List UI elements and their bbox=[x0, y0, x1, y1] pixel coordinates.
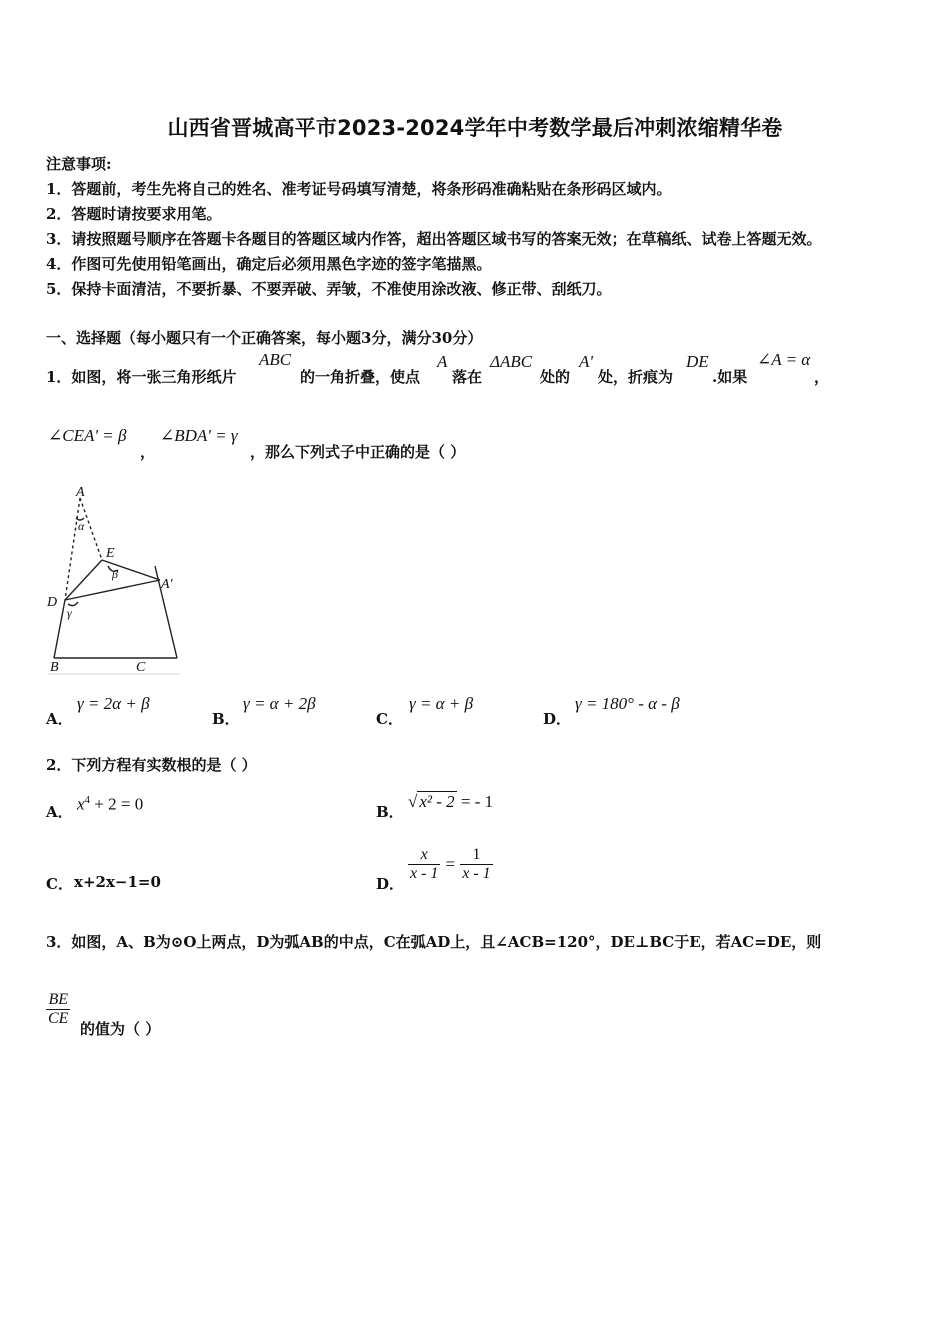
q2-option-c-label[interactable]: C． bbox=[46, 875, 73, 893]
q1-option-c-label[interactable]: C． bbox=[376, 710, 403, 728]
q2-d-frac-left bbox=[408, 846, 440, 883]
label-d: D bbox=[47, 595, 58, 610]
q2-d-frac-right bbox=[460, 846, 492, 883]
q1-text: ，那么下列式子中正确的是（ ） bbox=[250, 443, 466, 461]
dashed-ad bbox=[65, 498, 80, 600]
q2-option-b-label[interactable]: B． bbox=[376, 803, 404, 821]
q1-text: 落在 bbox=[452, 368, 483, 386]
q1-option-b[interactable]: γ = α + 2β bbox=[243, 694, 316, 713]
sqrt-symbol: √ bbox=[408, 792, 418, 811]
q3-fraction bbox=[46, 991, 70, 1028]
q3-tail: 的值为（ ） bbox=[80, 1020, 161, 1038]
label-e: E bbox=[106, 546, 115, 561]
q2-option-c[interactable]: x+2x−1=0 bbox=[74, 873, 161, 891]
label-alpha: α bbox=[78, 519, 85, 533]
q1-option-a[interactable]: γ = 2α + β bbox=[77, 694, 150, 713]
q1-text: 1．如图，将一张三角形纸片 bbox=[46, 368, 237, 386]
label-c: C bbox=[136, 660, 146, 675]
notice-item: 4．作图可先使用铅笔画出，确定后必须用黑色字迹的签字笔描黑。 bbox=[46, 255, 492, 273]
q2-option-d-label[interactable]: D． bbox=[376, 875, 405, 893]
q2-a-base: x bbox=[77, 794, 85, 814]
section-heading: 一、选择题（每小题只有一个正确答案，每小题3分，满分30分） bbox=[46, 329, 483, 347]
q1-option-a-label[interactable]: A． bbox=[46, 710, 73, 728]
q2-b-radicand: x² - 2 bbox=[419, 792, 455, 811]
q2-d-den2: x - 1 bbox=[462, 865, 491, 882]
notice-item: 5．保持卡面清洁，不要折暴、不要弄破、弄皱，不准使用涂改液、修正带、刮纸刀。 bbox=[46, 280, 612, 298]
q1-text: 的一角折叠，使点 bbox=[300, 368, 421, 386]
q2-a-rest: + 2 = 0 bbox=[90, 794, 144, 814]
q2-option-b[interactable] bbox=[408, 792, 493, 812]
label-beta: β bbox=[112, 567, 118, 581]
q2-option-a-label[interactable]: A． bbox=[46, 803, 73, 821]
q1-math: ∠BDA' = γ bbox=[160, 426, 238, 445]
q2-a-exp: 4 bbox=[84, 794, 91, 806]
q2-option-a[interactable] bbox=[77, 794, 143, 814]
q1-math: ∠CEA' = β bbox=[48, 426, 127, 445]
q1-math: ABC bbox=[259, 350, 292, 369]
q1-triangle-figure bbox=[40, 484, 200, 679]
q1-text: ， bbox=[814, 368, 830, 386]
q1-math: ∠A = α bbox=[757, 350, 811, 369]
q2-d-num1: x bbox=[408, 846, 440, 865]
q3-frac-den: CE bbox=[48, 1010, 69, 1027]
page-title: 山西省晋城高平市2023-2024学年中考数学最后冲刺浓缩精华卷 bbox=[167, 116, 783, 140]
q1-option-d-label[interactable]: D． bbox=[543, 710, 572, 728]
q1-option-b-label[interactable]: B． bbox=[212, 710, 240, 728]
q2-option-d[interactable] bbox=[408, 846, 493, 883]
q2-d-num2: 1 bbox=[460, 846, 492, 865]
q1-math: A' bbox=[579, 352, 594, 371]
label-gamma: γ bbox=[67, 606, 72, 620]
notice-item: 2．答题时请按要求用笔。 bbox=[46, 205, 222, 223]
notice-item: 3．请按照题号顺序在答题卡各题目的答题区域内作答，超出答题区域书写的答案无效；在草稿纸、试卷上答题无效。 bbox=[46, 230, 822, 248]
q1-text: ， bbox=[140, 443, 156, 461]
q1-text: 处的 bbox=[540, 368, 571, 386]
q3-frac-num: BE bbox=[46, 991, 70, 1010]
label-a-prime: A' bbox=[161, 577, 173, 592]
q2-b-rest: = - 1 bbox=[456, 792, 494, 811]
q2-d-eq: = bbox=[445, 854, 456, 874]
q1-math: DE bbox=[686, 352, 709, 371]
notice-heading: 注意事项: bbox=[46, 155, 112, 173]
q2-stem: 2．下列方程有实数根的是（ ） bbox=[46, 756, 257, 774]
q1-math: ΔABC bbox=[490, 352, 533, 371]
q1-option-c[interactable]: γ = α + β bbox=[409, 694, 474, 713]
side-da bbox=[65, 580, 160, 600]
label-b: B bbox=[50, 660, 59, 675]
q1-math: A bbox=[437, 352, 448, 371]
label-a: A bbox=[76, 485, 85, 500]
q3-stem: 3．如图，A、B为⊙O上两点，D为弧AB的中点，C在弧AD上，且∠ACB=120°，DE⊥BC于E，若AC=DE，则 bbox=[46, 933, 822, 951]
notice-item: 1．答题前，考生先将自己的姓名、准考证号码填写清楚，将条形码准确粘贴在条形码区域内。 bbox=[46, 180, 672, 198]
q1-text: .如果 bbox=[712, 368, 748, 386]
q1-text: 处，折痕为 bbox=[598, 368, 674, 386]
q1-option-d[interactable]: γ = 180° - α - β bbox=[575, 694, 680, 713]
q2-d-den1: x - 1 bbox=[410, 865, 439, 882]
